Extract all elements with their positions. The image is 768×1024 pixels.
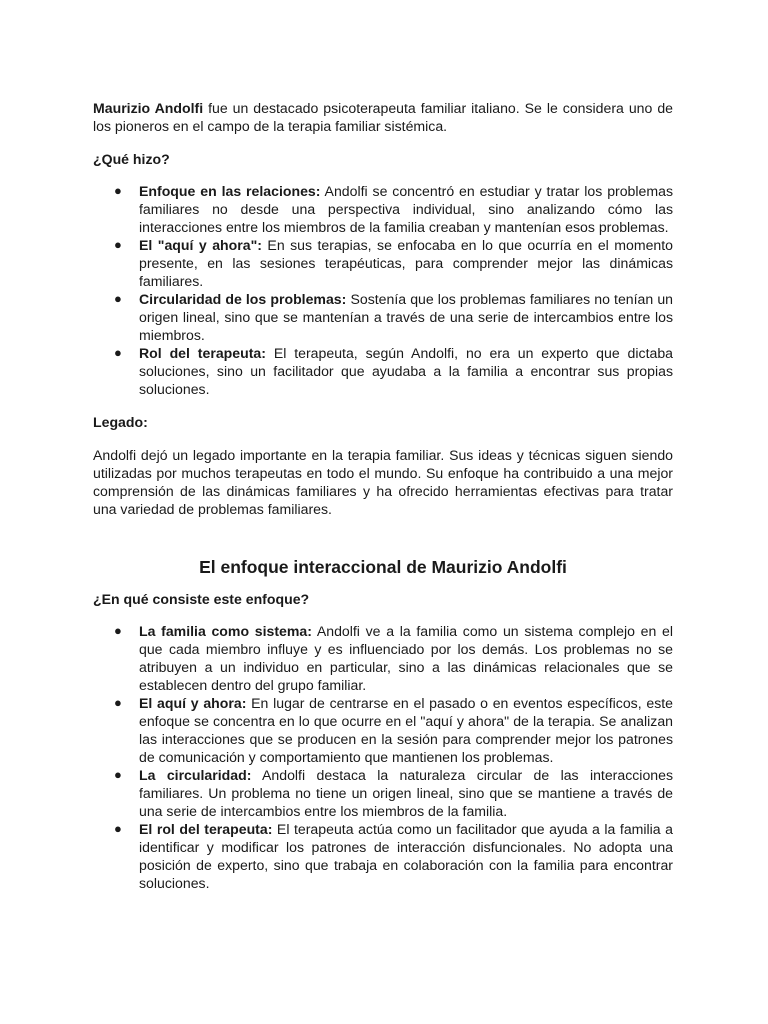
bullet-icon: ● [114, 345, 122, 360]
item-term: La familia como sistema: [139, 623, 312, 639]
item-term: El aquí y ahora: [139, 695, 247, 711]
item-term: La circularidad: [139, 767, 252, 783]
list-item [93, 694, 673, 766]
bullet-icon: ● [114, 291, 122, 306]
bullet-icon: ● [114, 821, 122, 836]
intro-name: Maurizio Andolfi [93, 100, 204, 116]
item-term: Rol del terapeuta: [139, 345, 266, 361]
list-item [93, 290, 673, 344]
item-text: En sus terapias, se enfocaba en lo que ocurría en el momento presente, en las sesiones terapéuticas, para comprender mejor las dinámicas familiares. [139, 237, 674, 289]
item-text: En lugar de centrarse en el pasado o en eventos específicos, este enfoque se concentra en lo que ocurre en el "aquí y ahora" de la terapia. Se analizan las interacciones que se producen en la sesión para comprender mejor los patrones de comunicación y comportamiento que mantienen los problemas. [139, 695, 674, 765]
item-text: Sostenía que los problemas familiares no tenían un origen lineal, sino que se mantenían a través de una serie de intercambios entre los miembros. [139, 291, 673, 343]
item-text: El terapeuta, según Andolfi, no era un experto que dictaba soluciones, sino un facilitador que ayudaba a la familia a encontrar sus propias soluciones. [139, 345, 673, 397]
bullet-icon: ● [114, 237, 122, 252]
bullet-icon: ● [114, 183, 122, 198]
section2-question: ¿En qué consiste este enfoque? [93, 591, 310, 607]
bullet-icon: ● [114, 623, 122, 638]
item-text: Andolfi ve a la familia como un sistema complejo en el que cada miembro influye y es influenciado por los demás. Los problemas no se atribuyen a un individuo en particular, sino a las dinámicas relacionales que se establecen dentro del grupo familiar. [139, 623, 673, 693]
list-item [93, 622, 673, 694]
item-text: El terapeuta actúa como un facilitador que ayuda a la familia a identificar y modificar los patrones de interacción disfuncionales. No adopta una posición de experto, sino que trabaja en colaboración con la familia para encontrar soluciones. [139, 821, 674, 891]
item-term: Enfoque en las relaciones: [139, 183, 321, 199]
list-item [93, 182, 673, 236]
bullet-icon: ● [114, 695, 122, 710]
document-body [93, 99, 673, 892]
intro-text: fue un destacado psicoterapeuta familiar italiano. Se le considera uno de los pioneros en el campo de la terapia familiar sistémica. [93, 100, 673, 134]
section2-title: El enfoque interaccional de Maurizio Andolfi [199, 557, 567, 577]
legacy-heading: Legado: [93, 414, 148, 430]
section2-list [93, 622, 673, 892]
item-term: El rol del terapeuta: [139, 821, 273, 837]
list-item [93, 344, 673, 398]
list-item [93, 766, 673, 820]
list-item [93, 820, 673, 892]
item-text: Andolfi destaca la naturaleza circular de las interacciones familiares. Un problema no tiene un origen lineal, sino que se mantiene a través de una serie de intercambios entre los miembros de la familia. [139, 767, 674, 819]
section1-list [93, 182, 673, 398]
intro-paragraph [93, 99, 673, 135]
bullet-icon: ● [114, 767, 122, 782]
legacy-paragraph: Andolfi dejó un legado importante en la terapia familiar. Sus ideas y técnicas siguen siendo utilizadas por muchos terapeutas en todo el mundo. Su enfoque ha contribuido a una mejor comprensión de las dinámicas familiares y ha ofrecido herramientas efectivas para tratar una variedad de problemas familiares. [93, 447, 673, 517]
item-term: El "aquí y ahora": [139, 237, 262, 253]
item-term: Circularidad de los problemas: [139, 291, 347, 307]
list-item [93, 236, 673, 290]
section1-heading: ¿Qué hizo? [93, 151, 170, 167]
item-text: Andolfi se concentró en estudiar y tratar los problemas familiares no desde una perspectiva individual, sino analizando cómo las interacciones entre los miembros de la familia creaban y mantenían esos problemas. [139, 183, 673, 235]
